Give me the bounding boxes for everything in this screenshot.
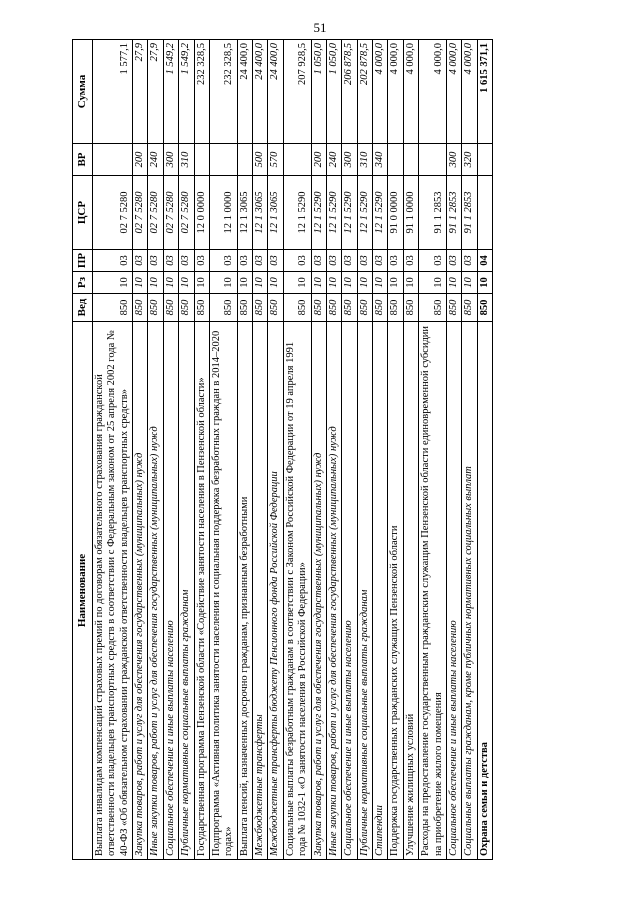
cell-pr: 03 (388, 250, 403, 272)
cell-pr: 03 (342, 250, 357, 272)
table-body (92, 40, 492, 860)
cell-ved: 850 (253, 294, 268, 322)
cell-name: Социальные выплаты безработным гражданам в соответствии с Законом Российской Федерации от 19 апреля 1991 года № 1032-1 «О занятости населения в Российской Федерации» (283, 322, 311, 860)
cell-name: Социальное обеспечение и иные выплаты населению (342, 322, 357, 860)
cell-rz: 10 (253, 272, 268, 294)
table-row (194, 40, 209, 860)
cell-vr: 570 (268, 144, 283, 176)
cell-sum: 4 000,0 (373, 40, 388, 144)
table-row (419, 40, 447, 860)
cell-rz: 10 (326, 272, 341, 294)
cell-name: Выплата инвалидам компенсаций страховых премий по договорам обязательного страхования гражданской ответственности владельцев транспортных средств в соответствии с Федеральным законом от 25 апреля 2002 года № 40-ФЗ «Об обязательном страховании гражданской ответственности владельцев транспортных средств» (92, 322, 132, 860)
header-sum: Сумма (73, 40, 93, 144)
cell-sum: 207 928,5 (283, 40, 311, 144)
cell-ved: 850 (342, 294, 357, 322)
cell-pr: 03 (194, 250, 209, 272)
cell-csr: 12 1 3065 (237, 176, 252, 250)
table-row (388, 40, 403, 860)
cell-vr: 340 (373, 144, 388, 176)
cell-vr: 300 (163, 144, 178, 176)
cell-name: Поддержка государственных гражданских служащих Пензенской области (388, 322, 403, 860)
cell-sum: 202 878,5 (357, 40, 372, 144)
table-row (268, 40, 283, 860)
table-row (462, 40, 477, 860)
cell-ved: 850 (373, 294, 388, 322)
table-row (237, 40, 252, 860)
cell-csr: 12 1 5290 (357, 176, 372, 250)
cell-csr: 12 1 3065 (268, 176, 283, 250)
cell-vr: 500 (253, 144, 268, 176)
cell-csr: 12 1 5290 (326, 176, 341, 250)
cell-sum: 1 577,1 (92, 40, 132, 144)
cell-sum: 4 000,0 (403, 40, 418, 144)
cell-csr: 91 1 2853 (462, 176, 477, 250)
table-row (373, 40, 388, 860)
cell-csr: 02 7 5280 (133, 176, 148, 250)
cell-csr: 12 1 5290 (283, 176, 311, 250)
cell-name: Социальное обеспечение и иные выплаты населению (163, 322, 178, 860)
cell-pr: 03 (326, 250, 341, 272)
cell-rz: 10 (388, 272, 403, 294)
cell-ved: 850 (419, 294, 447, 322)
cell-name: Межбюджетные трансферты бюджету Пенсионного фонда Российской Федерации (268, 322, 283, 860)
cell-vr: 200 (133, 144, 148, 176)
cell-name: Закупка товаров, работ и услуг для обеспечения государственных (муниципальных) нужд (133, 322, 148, 860)
cell-pr: 03 (403, 250, 418, 272)
cell-pr: 03 (92, 250, 132, 272)
cell-name: Улучшение жилищных условий (403, 322, 418, 860)
header-rz: Рз (73, 272, 93, 294)
table-row (209, 40, 237, 860)
table-row (148, 40, 163, 860)
cell-name: Иные закупки товаров, работ и услуг для обеспечения государственных (муниципальных) нужд (326, 322, 341, 860)
cell-ved: 850 (311, 294, 326, 322)
cell-vr (388, 144, 403, 176)
table-row (403, 40, 418, 860)
cell-sum: 4 000,0 (388, 40, 403, 144)
cell-csr: 12 0 0000 (194, 176, 209, 250)
cell-vr (194, 144, 209, 176)
cell-name: Выплата пенсий, назначенных досрочно гражданам, признанным безработными (237, 322, 252, 860)
cell-sum: 1 549,2 (179, 40, 194, 144)
cell-name: Социальное обеспечение и иные выплаты населению (446, 322, 461, 860)
cell-ved: 850 (179, 294, 194, 322)
cell-csr: 02 7 5280 (179, 176, 194, 250)
cell-vr (403, 144, 418, 176)
cell-vr: 300 (446, 144, 461, 176)
cell-pr: 03 (253, 250, 268, 272)
header-vr: ВР (73, 144, 93, 176)
cell-name: Государственная программа Пензенской области «Содействие занятости населения в Пензенской области» (194, 322, 209, 860)
cell-ved: 850 (462, 294, 477, 322)
cell-rz: 10 (311, 272, 326, 294)
cell-rz: 10 (133, 272, 148, 294)
cell-csr: 12 1 5290 (342, 176, 357, 250)
cell-rz: 10 (92, 272, 132, 294)
cell-sum: 24 400,0 (253, 40, 268, 144)
cell-rz: 10 (194, 272, 209, 294)
table-row (326, 40, 341, 860)
cell-rz: 10 (237, 272, 252, 294)
cell-ved: 850 (209, 294, 237, 322)
cell-sum: 24 400,0 (268, 40, 283, 144)
table-row (446, 40, 461, 860)
cell-sum: 232 328,5 (209, 40, 237, 144)
cell-name: Охрана семьи и детства (477, 322, 492, 860)
cell-rz: 10 (373, 272, 388, 294)
budget-table (72, 39, 493, 860)
cell-ved: 850 (326, 294, 341, 322)
table-header-row (73, 40, 93, 860)
cell-name: Социальные выплаты гражданам, кроме публичных нормативных социальных выплат (462, 322, 477, 860)
table-row (133, 40, 148, 860)
cell-name: Стипендии (373, 322, 388, 860)
header-ved: Вед (73, 294, 93, 322)
table-row (253, 40, 268, 860)
cell-rz: 10 (163, 272, 178, 294)
cell-csr: 02 7 5280 (92, 176, 132, 250)
cell-name: Публичные нормативные социальные выплаты гражданам (179, 322, 194, 860)
table-row (342, 40, 357, 860)
cell-csr: 12 1 3065 (253, 176, 268, 250)
cell-ved: 850 (92, 294, 132, 322)
cell-csr: 91 1 2853 (446, 176, 461, 250)
cell-ved: 850 (268, 294, 283, 322)
cell-vr (237, 144, 252, 176)
cell-pr: 03 (133, 250, 148, 272)
cell-ved: 850 (446, 294, 461, 322)
cell-pr: 03 (462, 250, 477, 272)
cell-csr: 02 7 5280 (163, 176, 178, 250)
cell-sum: 27,9 (148, 40, 163, 144)
cell-ved: 850 (133, 294, 148, 322)
cell-csr: 02 7 5280 (148, 176, 163, 250)
cell-vr: 200 (311, 144, 326, 176)
cell-vr: 240 (326, 144, 341, 176)
cell-sum: 1 050,0 (311, 40, 326, 144)
cell-vr (209, 144, 237, 176)
cell-vr (477, 144, 492, 176)
cell-pr: 03 (163, 250, 178, 272)
table-row (163, 40, 178, 860)
cell-pr: 03 (179, 250, 194, 272)
cell-rz: 10 (477, 272, 492, 294)
cell-rz: 10 (268, 272, 283, 294)
cell-sum: 4 000,0 (419, 40, 447, 144)
cell-pr: 03 (446, 250, 461, 272)
header-csr: ЦСР (73, 176, 93, 250)
cell-ved: 850 (237, 294, 252, 322)
cell-pr: 03 (373, 250, 388, 272)
cell-vr: 310 (357, 144, 372, 176)
cell-pr: 03 (237, 250, 252, 272)
table-row (283, 40, 311, 860)
cell-rz: 10 (179, 272, 194, 294)
cell-name: Подпрограмма «Активная политика занятости населения и социальная поддержка безработных граждан в 2014–2020 годах» (209, 322, 237, 860)
cell-csr: 91 1 0000 (403, 176, 418, 250)
cell-vr (419, 144, 447, 176)
cell-csr: 91 0 0000 (388, 176, 403, 250)
table-row (477, 40, 492, 860)
cell-rz: 10 (283, 272, 311, 294)
cell-sum: 1 549,2 (163, 40, 178, 144)
cell-csr: 91 1 2853 (419, 176, 447, 250)
cell-ved: 850 (283, 294, 311, 322)
cell-vr: 300 (342, 144, 357, 176)
cell-rz: 10 (209, 272, 237, 294)
cell-vr (283, 144, 311, 176)
cell-name: Иные закупки товаров, работ и услуг для обеспечения государственных (муниципальных) нужд (148, 322, 163, 860)
cell-rz: 10 (342, 272, 357, 294)
cell-ved: 850 (388, 294, 403, 322)
cell-ved: 850 (148, 294, 163, 322)
cell-rz: 10 (357, 272, 372, 294)
rotated-table-wrapper (72, 40, 562, 860)
cell-pr: 03 (419, 250, 447, 272)
cell-rz: 10 (419, 272, 447, 294)
cell-vr (92, 144, 132, 176)
cell-csr: 12 1 0000 (209, 176, 237, 250)
cell-vr: 310 (179, 144, 194, 176)
cell-name: Расходы на предоставление государственным гражданским служащим Пензенской области единовременной субсидии на приобретение жилого помещения (419, 322, 447, 860)
cell-ved: 850 (403, 294, 418, 322)
table-row (92, 40, 132, 860)
table-row (179, 40, 194, 860)
cell-pr: 03 (209, 250, 237, 272)
cell-ved: 850 (357, 294, 372, 322)
cell-sum: 27,9 (133, 40, 148, 144)
cell-sum: 206 878,5 (342, 40, 357, 144)
cell-pr: 03 (148, 250, 163, 272)
cell-csr: 12 1 5290 (311, 176, 326, 250)
cell-sum: 232 328,5 (194, 40, 209, 144)
cell-vr: 240 (148, 144, 163, 176)
cell-pr: 03 (268, 250, 283, 272)
cell-csr (477, 176, 492, 250)
cell-pr: 03 (357, 250, 372, 272)
page-number: 51 (313, 20, 327, 35)
cell-sum: 4 000,0 (446, 40, 461, 144)
cell-rz: 10 (403, 272, 418, 294)
cell-name: Публичные нормативные социальные выплаты гражданам (357, 322, 372, 860)
cell-name: Межбюджетные трансферты (253, 322, 268, 860)
table-row (311, 40, 326, 860)
table-row (357, 40, 372, 860)
cell-ved: 850 (194, 294, 209, 322)
cell-sum: 4 000,0 (462, 40, 477, 144)
header-pr: ПР (73, 250, 93, 272)
cell-sum: 1 615 371,1 (477, 40, 492, 144)
cell-pr: 04 (477, 250, 492, 272)
cell-sum: 24 400,0 (237, 40, 252, 144)
cell-rz: 10 (462, 272, 477, 294)
cell-vr: 320 (462, 144, 477, 176)
cell-rz: 10 (148, 272, 163, 294)
cell-sum: 1 050,0 (326, 40, 341, 144)
cell-pr: 03 (283, 250, 311, 272)
cell-pr: 03 (311, 250, 326, 272)
cell-rz: 10 (446, 272, 461, 294)
cell-ved: 850 (477, 294, 492, 322)
header-name: Наименование (73, 322, 93, 860)
cell-ved: 850 (163, 294, 178, 322)
cell-csr: 12 1 5290 (373, 176, 388, 250)
cell-name: Закупка товаров, работ и услуг для обеспечения государственных (муниципальных) нужд (311, 322, 326, 860)
